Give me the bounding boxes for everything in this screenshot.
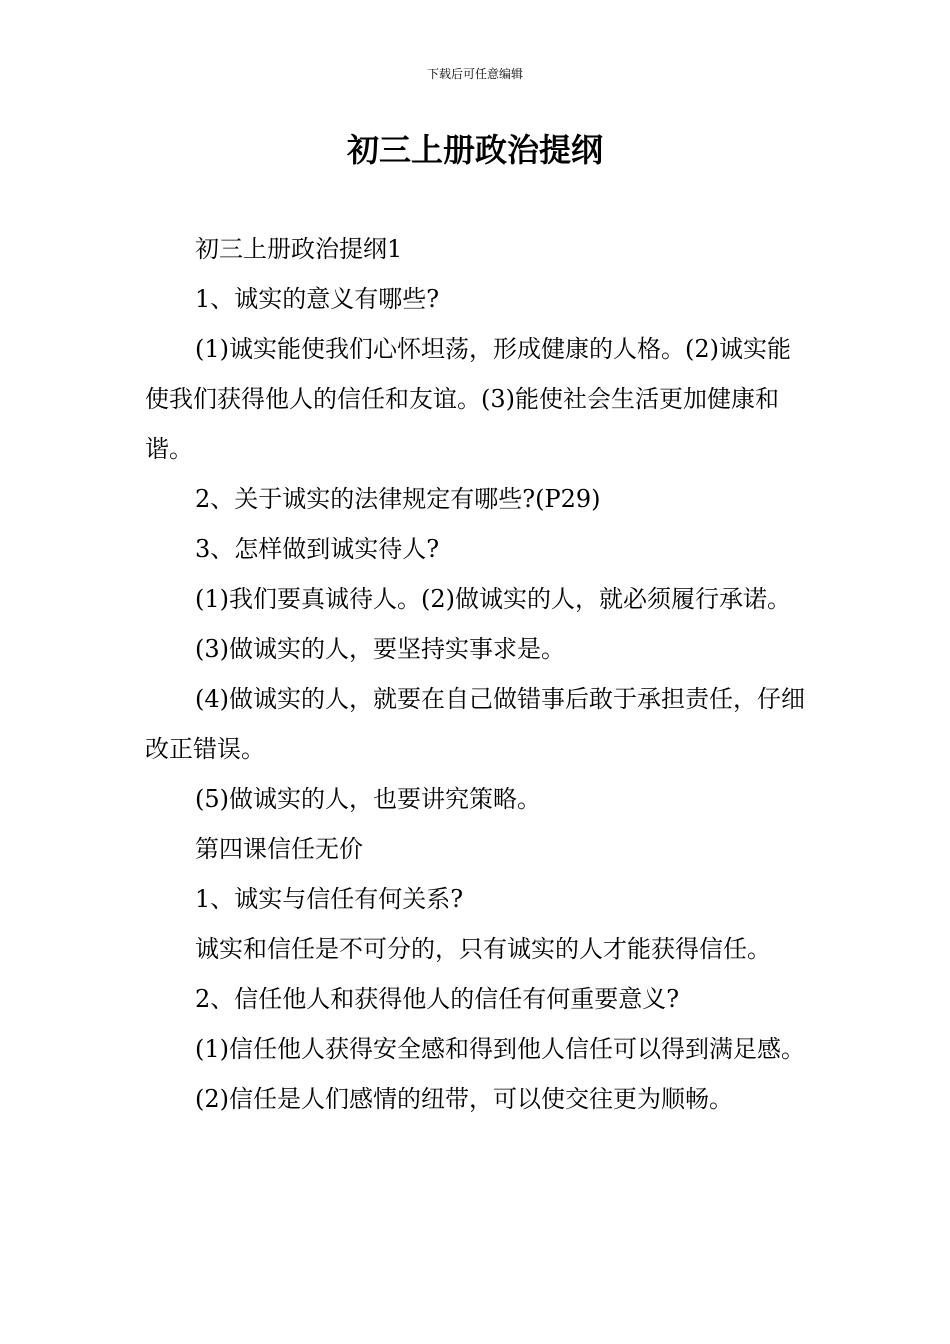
paragraph-lesson-answer-2-part-1: (1)信任他人获得安全感和得到他人信任可以得到满足感。 <box>195 1035 805 1063</box>
paragraph-question-2: 2、关于诚实的法律规定有哪些?(P29) <box>195 485 601 513</box>
paragraph-section-heading: 初三上册政治提纲1 <box>195 235 403 263</box>
document-title: 初三上册政治提纲 <box>346 131 603 169</box>
paragraph-lesson-answer-1: 诚实和信任是不可分的，只有诚实的人才能获得信任。 <box>195 935 771 963</box>
paragraph-answer-3-part-5: (5)做诚实的人，也要讲究策略。 <box>195 785 541 813</box>
paragraph-lesson-question-1: 1、诚实与信任有何关系? <box>195 885 464 913</box>
paragraph-answer-1: (1)诚实能使我们心怀坦荡，形成健康的人格。(2)诚实能使我们获得他人的信任和友谊。(3)能使社会生活更加健康和谐。 <box>145 335 791 463</box>
paragraph-lesson-answer-2-part-2: (2)信任是人们感情的纽带，可以使交往更为顺畅。 <box>195 1085 733 1113</box>
paragraph-answer-3-part-1: (1)我们要真诚待人。(2)做诚实的人，就必须履行承诺。 <box>195 585 791 613</box>
document-body <box>145 224 810 1124</box>
paragraph-answer-3-part-3: (3)做诚实的人，要坚持实事求是。 <box>195 635 565 663</box>
paragraph-answer-3-part-4: (4)做诚实的人，就要在自己做错事后敢于承担责任，仔细改正错误。 <box>145 685 805 763</box>
paragraph-question-1: 1、诚实的意义有哪些? <box>195 285 440 313</box>
paragraph-lesson-heading: 第四课信任无价 <box>195 835 363 863</box>
header-note: 下载后可任意编辑 <box>426 67 523 81</box>
paragraph-question-3: 3、怎样做到诚实待人? <box>195 535 440 563</box>
paragraph-lesson-question-2: 2、信任他人和获得他人的信任有何重要意义? <box>195 985 680 1013</box>
